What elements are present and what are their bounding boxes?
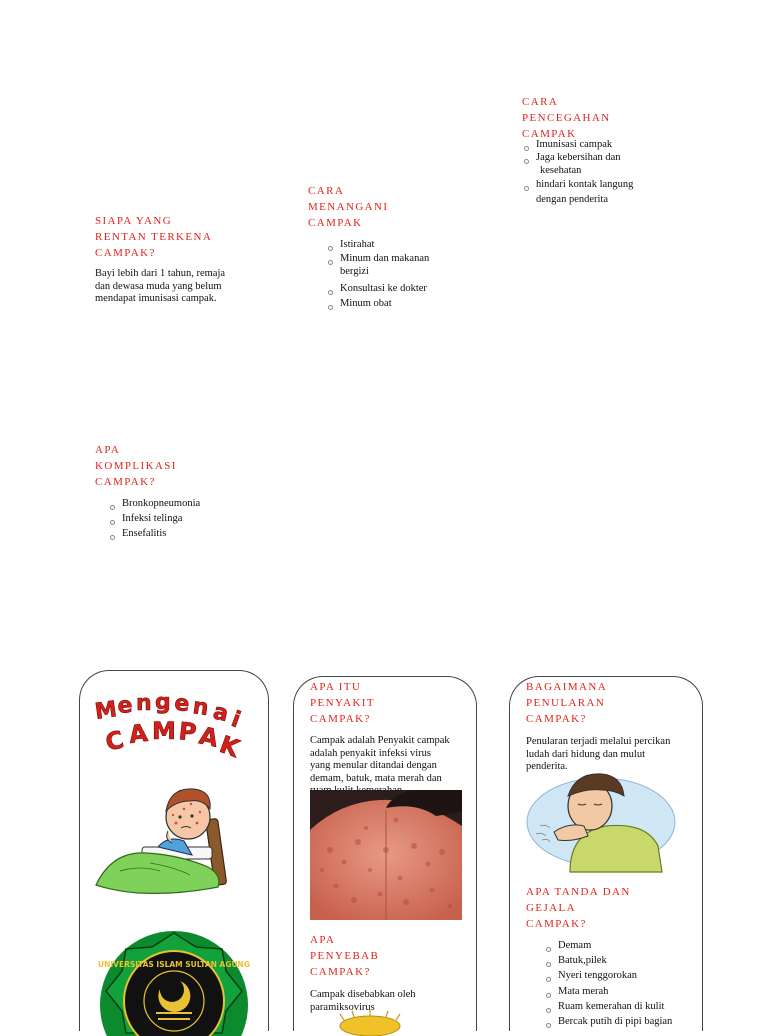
title-letter: g — [155, 690, 171, 715]
title-letter: e — [116, 693, 134, 719]
list-item: Bercak putih di pipi bagian — [544, 1016, 694, 1031]
title-letter: i — [227, 707, 244, 734]
penularan-text: Penularan terjadi melalui percikan ludah dari hidung dan mulut penderita. — [526, 736, 671, 772]
list-item: Minum dan makanan — [326, 253, 466, 266]
penularan-heading: BAGAIMANA PENULARAN CAMPAK? — [526, 681, 608, 725]
list-item: Bronkopneumonia — [108, 498, 248, 513]
penyebab-heading: APA PENYEBAB CAMPAK? — [310, 934, 380, 978]
list-item: Minum obat — [326, 298, 466, 311]
list-item: Infeksi telinga — [108, 513, 248, 528]
title-letter: P — [177, 717, 198, 747]
list-item: Ruam kemerahan di kulit — [544, 1001, 694, 1016]
penyakit-text: Campak adalah Penyakit campak adalah penyakit infeksi virus yang menular ditandai dengan demam, batuk, mata merah dan — [310, 735, 450, 784]
rentan-heading: SIAPA YANG RENTAN TERKENA CAMPAK? — [95, 215, 213, 259]
list-item: bergizi — [340, 266, 369, 277]
list-item: Demam — [544, 940, 694, 955]
penyebab-text: Campak disebabkan oleh paramiksovirus — [310, 989, 416, 1013]
sick-child-illustration — [96, 789, 227, 894]
logo-text: UNIVERSITAS ISLAM SULTAN AGUNG — [98, 960, 250, 969]
list-item: Ensefalitis — [108, 528, 248, 543]
cover-panel — [79, 670, 269, 1031]
title-letter: C — [102, 725, 127, 757]
list-item: Mata merah — [544, 986, 694, 1001]
menangani-list — [326, 239, 466, 311]
list-item: Istirahat — [326, 239, 466, 253]
cover-art — [80, 671, 268, 1031]
gejala-list — [544, 940, 694, 1027]
title-letter: A — [196, 721, 221, 753]
gejala-heading: APA TANDA DAN GEJALA CAMPAK? — [526, 886, 631, 930]
pencegahan-heading: CARA PENCEGAHAN CAMPAK — [522, 96, 611, 140]
university-logo — [98, 931, 250, 1036]
virus-illustration — [330, 1010, 410, 1024]
komplikasi-heading: APA KOMPLIKASI CAMPAK? — [95, 444, 177, 488]
list-item: Imunisasi campak — [522, 139, 682, 152]
list-item: kesehatan — [540, 165, 582, 176]
list-item: Nyeri tenggorokan — [544, 970, 694, 986]
title-letter: K — [215, 730, 244, 764]
menangani-heading: CARA MENANGANI CAMPAK — [308, 185, 389, 229]
rentan-text: Bayi lebih dari 1 tahun, remaja dan dewasa muda yang belum mendapat imunisasi campak. — [95, 268, 226, 304]
list-item: Konsultasi ke dokter — [326, 283, 466, 298]
title-letter: A — [127, 718, 150, 749]
list-item: hindari kontak langung — [522, 179, 682, 194]
title-letter: M — [93, 697, 119, 725]
komplikasi-list — [108, 498, 248, 543]
title-letter: n — [136, 691, 152, 716]
coughing-man-illustration — [526, 766, 676, 874]
measles-rash-photo — [310, 790, 462, 920]
list-item: dengan penderita — [536, 194, 609, 205]
title-letter: n — [191, 694, 211, 722]
list-item: Batuk,pilek — [544, 955, 694, 970]
title-letter: e — [173, 691, 191, 718]
title-letter: a — [210, 699, 231, 728]
pencegahan-list — [522, 139, 682, 207]
list-item: Jaga kebersihan dan — [522, 152, 682, 165]
title-letter: M — [152, 717, 176, 745]
penyakit-heading: APA ITU PENYAKIT CAMPAK? — [310, 681, 375, 725]
